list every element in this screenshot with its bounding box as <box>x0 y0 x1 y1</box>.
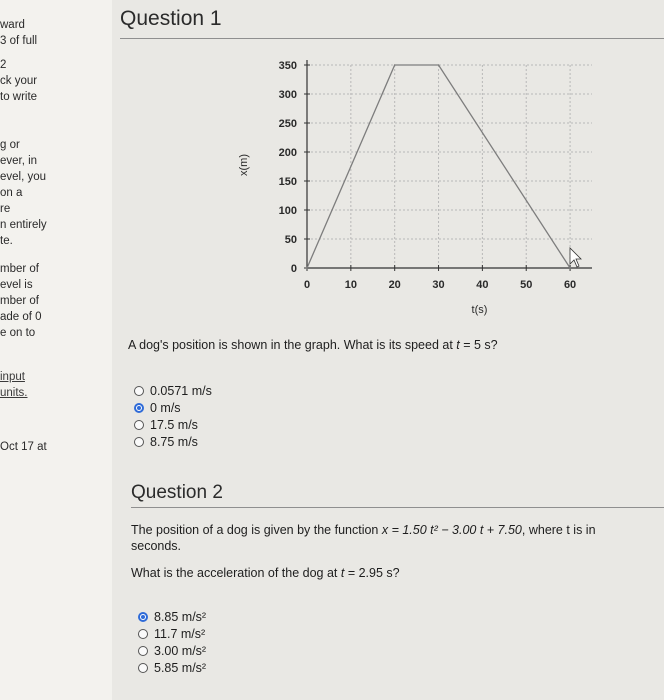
data-point <box>306 267 308 269</box>
sidebar-text-line: ever, in <box>0 155 38 167</box>
sidebar-text-line: e on to <box>0 327 36 339</box>
data-point <box>394 64 396 66</box>
sidebar-text-line: evel, you <box>0 171 47 183</box>
x-tick-label: 50 <box>520 279 533 291</box>
question2-option[interactable] <box>138 625 206 642</box>
sidebar-text-line: te. <box>0 235 13 247</box>
option-label: 5.85 m/s² <box>154 660 207 675</box>
question-1-title: Question 1 <box>120 7 222 30</box>
sidebar-text-line: to write <box>0 91 38 103</box>
sidebar-text-line: g or <box>0 139 20 151</box>
y-tick-label: 100 <box>278 205 297 217</box>
sidebar-text-line: 2 <box>0 59 7 71</box>
data-point <box>438 64 440 66</box>
y-axis-label: x(m) <box>238 154 250 176</box>
y-tick-label: 250 <box>278 118 297 130</box>
question-2-divider <box>131 507 664 508</box>
x-tick-label: 0 <box>303 279 311 291</box>
sidebar-date: Oct 17 at <box>0 441 47 453</box>
option-label: 0.0571 m/s <box>150 383 212 398</box>
x-axis-label: t(s) <box>471 304 488 316</box>
question1-option[interactable] <box>134 433 212 450</box>
radio-button[interactable] <box>134 403 144 413</box>
sidebar-link[interactable]: input <box>0 371 25 383</box>
y-tick-label: 50 <box>284 234 297 246</box>
radio-button[interactable] <box>138 629 148 639</box>
question-1-options <box>134 382 212 450</box>
option-label: 8.85 m/s² <box>154 609 207 624</box>
mouse-cursor-icon <box>570 248 581 267</box>
x-tick-label: 10 <box>344 279 357 291</box>
radio-button[interactable] <box>134 420 144 430</box>
question2-option[interactable] <box>138 608 206 625</box>
question1-option[interactable] <box>134 382 212 399</box>
radio-button[interactable] <box>134 386 144 396</box>
question-1-divider <box>120 38 664 39</box>
x-tick-label: 60 <box>563 279 577 291</box>
radio-button[interactable] <box>138 663 148 673</box>
option-label: 8.75 m/s <box>150 434 198 449</box>
sidebar-text-line: mber of <box>0 263 39 275</box>
option-label: 3.00 m/s² <box>154 643 207 658</box>
sidebar-link[interactable]: units. <box>0 387 28 399</box>
option-label: 11.7 m/s² <box>154 626 206 641</box>
y-tick-label: 300 <box>278 89 297 101</box>
sidebar-text-line: 3 of full <box>0 35 38 47</box>
y-tick-label: 150 <box>278 176 297 188</box>
question-2-ask: What is the acceleration of the dog at t = 2.95 s? <box>131 566 400 580</box>
y-tick-label: 350 <box>278 60 297 72</box>
question-2-options <box>138 608 206 676</box>
question2-option[interactable] <box>138 659 206 676</box>
sidebar-text-line: ck your <box>0 75 38 87</box>
option-label: 17.5 m/s <box>150 417 198 432</box>
sidebar-text-line: on a <box>0 187 23 199</box>
sidebar-panel <box>0 0 112 700</box>
x-tick-label: 20 <box>388 279 401 291</box>
y-tick-label: 200 <box>278 147 297 159</box>
question-2-title: Question 2 <box>131 482 223 503</box>
question1-option[interactable] <box>134 416 212 433</box>
y-tick-label: 0 <box>290 263 297 275</box>
x-tick-label: 30 <box>432 279 445 291</box>
question-2-prompt: The position of a dog is given by the function x = 1.50 t² − 3.00 t + 7.50, where t is in seconds. <box>131 523 596 553</box>
x-tick-label: 40 <box>476 279 489 291</box>
sidebar-text-line: ade of 0 <box>0 311 42 323</box>
sidebar-text-line: n entirely <box>0 219 47 231</box>
question-1-prompt: A dog's position is shown in the graph. What is its speed at t = 5 s? <box>128 338 498 352</box>
sidebar-text-line: evel is <box>0 279 33 291</box>
sidebar-text-line: mber of <box>0 295 39 307</box>
option-label: 0 m/s <box>150 400 181 415</box>
radio-button[interactable] <box>134 437 144 447</box>
question2-option[interactable] <box>138 642 206 659</box>
data-point <box>569 267 571 269</box>
quiz-content <box>112 0 664 700</box>
question1-option[interactable] <box>134 399 212 416</box>
sidebar-text-line: ward <box>0 19 25 31</box>
sidebar-text-line: re <box>0 203 11 215</box>
radio-button[interactable] <box>138 646 148 656</box>
position-time-chart <box>232 50 592 330</box>
radio-button[interactable] <box>138 612 148 622</box>
